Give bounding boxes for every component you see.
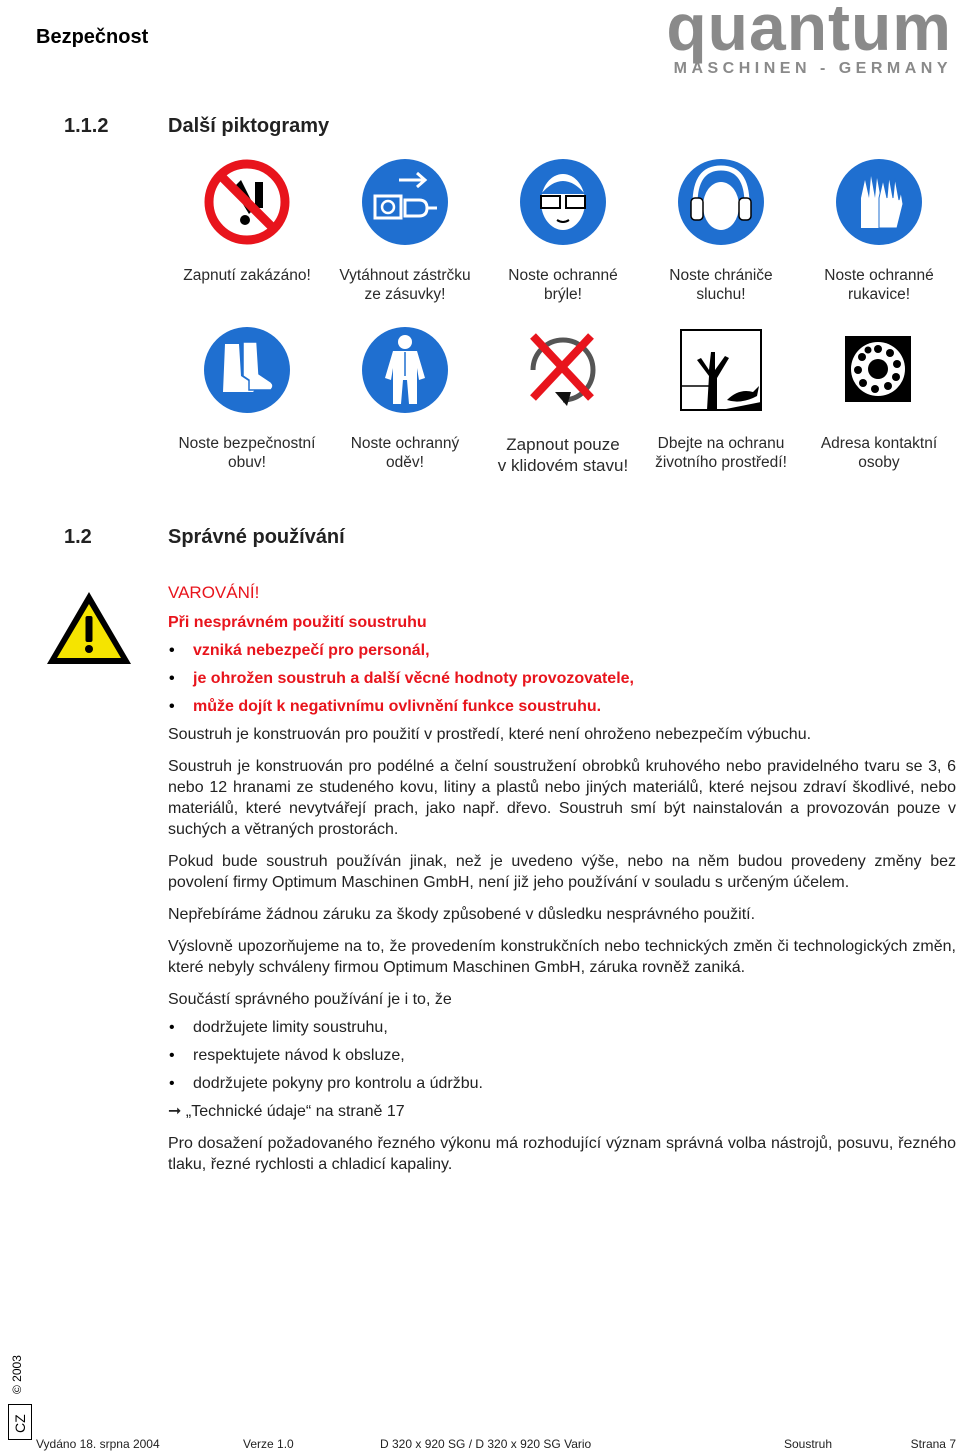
warning-triangle-icon [44, 588, 134, 673]
ear-protection-icon [677, 158, 765, 246]
section-heading [64, 526, 345, 549]
copyright-mark [8, 1350, 30, 1396]
list-item: • dodržujete limity soustruhu, [168, 1017, 956, 1038]
pictogram-caption: Noste ochranné [508, 267, 618, 284]
pictogram-caption: Noste ochranný [350, 435, 460, 452]
pictogram-caption: Zapnout pouze [506, 435, 620, 454]
pictogram-caption: osoby [858, 454, 900, 471]
pictogram-caption: rukavice! [847, 286, 911, 303]
brand-name: quantum [666, 0, 952, 64]
pictogram [800, 326, 958, 476]
list-item: • může dojít k negativnímu ovlivnění funkce soustruhu. [168, 696, 956, 717]
pictogram-caption: Dbejte na ochranu [657, 435, 785, 452]
list-item: • dodržujete pokyny pro kontrolu a údržbu. [168, 1073, 956, 1094]
paragraph: Pro dosažení požadovaného řezného výkonu má rozhodující význam správná volba nástrojů, posuvu, řezného tlaku, řezné rychlosti a chladicí kapaliny. [168, 1135, 956, 1173]
cross-reference-text: „Technické údaje“ na straně 17 [185, 1103, 405, 1120]
language-badge [8, 1404, 32, 1440]
proper-use-list [168, 1017, 956, 1094]
cross-reference-link[interactable] [168, 1101, 956, 1122]
pictogram-caption: Vytáhnout zástrčku [339, 267, 471, 284]
list-item: • je ohrožen soustruh a další věcné hodnoty provozovatele, [168, 668, 956, 689]
footer-model: D 320 x 920 SG / D 320 x 920 SG Vario [380, 1437, 592, 1451]
pictogram [484, 158, 642, 304]
header-section-title: Bezpečnost [36, 26, 149, 48]
switch-at-standstill-icon [519, 326, 607, 414]
protective-clothing-icon [361, 326, 449, 414]
list-item: • vzniká nebezpečí pro personál, [168, 640, 956, 661]
pictogram [800, 158, 958, 304]
pictogram-caption: životního prostředí! [655, 454, 787, 471]
paragraph: Součástí správného používání je i to, že [168, 991, 452, 1008]
pictogram-caption: Zapnutí zakázáno! [183, 267, 311, 284]
footer-version: Verze 1.0 [243, 1437, 294, 1451]
pictogram [168, 158, 326, 304]
gloves-icon [835, 158, 923, 246]
paragraph: Soustruh je konstruován pro podélné a čelní soustružení obrobků kruhového nebo pravidelného tvaru se 3, 6 nebo 12 hranami ze studeného kovu, litiny a plastů nebo jiných materiálů, které nejsou zdraví škodlivé, nebo materiálů, které nevytvářejí prach, jako např. dřevo. Soustruh smí být nainstalován a provozován pouze v suchých a větraných prostorách. [168, 758, 956, 838]
pictogram-caption: obuv! [228, 454, 266, 471]
language-code: CZ [12, 1414, 28, 1433]
arrow-icon: ➞ [168, 1103, 186, 1120]
pictogram [326, 326, 484, 476]
telephone-icon [835, 326, 923, 414]
paragraph: Soustruh je konstruován pro použití v prostředí, které není ohroženo nebezpečím výbuchu. [168, 726, 812, 743]
safety-goggles-icon [519, 158, 607, 246]
pictogram-caption: sluchu! [696, 286, 746, 303]
unplug-icon [361, 158, 449, 246]
paragraph: Nepřebíráme žádnou záruku za škody způsobené v důsledku nesprávného použití. [168, 906, 756, 923]
pictogram-row-1 [168, 158, 960, 304]
warning-title: VAROVÁNÍ! [168, 583, 260, 602]
pictogram-caption: Noste chrániče [669, 267, 773, 284]
pictogram-caption: Noste ochranné [824, 267, 934, 284]
paragraph: Výslovně upozorňujeme na to, že provedením konstrukčních nebo technických změn či technologických změn, které nebyly schváleny firmou Optimum Maschinen GmbH, záruka rovněž zaniká. [168, 938, 956, 976]
footer-product: Soustruh [784, 1437, 833, 1451]
environment-icon [677, 326, 765, 414]
section-title: Správné používání [168, 526, 345, 548]
pictogram-caption: v klidovém stavu! [497, 456, 629, 475]
section-heading [64, 115, 329, 138]
paragraph: Pokud bude soustruh používán jinak, než je uvedeno výše, nebo na něm budou provedeny změny bez povolení firmy Optimum Maschinen GmbH, není již jeho používání v souladu s určeným účelem. [168, 853, 956, 891]
pictogram [168, 326, 326, 476]
warning-list [168, 640, 956, 717]
list-item: • respektujete návod k obsluze, [168, 1045, 956, 1066]
footer-issued: Vydáno 18. srpna 2004 [36, 1437, 160, 1451]
pictogram [642, 326, 800, 476]
pictogram-caption: oděv! [386, 454, 424, 471]
section-title: Další piktogramy [168, 115, 330, 137]
safety-boots-icon [203, 326, 291, 414]
main-content [168, 582, 956, 1186]
pictogram [326, 158, 484, 304]
pictogram-caption: Noste bezpečnostní [178, 435, 316, 452]
pictogram-caption: Adresa kontaktní [820, 435, 938, 452]
pictogram-caption: brýle! [544, 286, 582, 303]
pictogram [642, 158, 800, 304]
warning-intro: Při nesprávném použití soustruhu [168, 614, 427, 631]
footer-page: Strana 7 [910, 1437, 956, 1451]
prohibit-switch-on-icon [203, 158, 291, 246]
pictogram [484, 326, 642, 476]
brand-tagline: MASCHINEN - GERMANY [673, 60, 952, 77]
section-number: 1.2 [64, 526, 92, 548]
pictogram-caption: ze zásuvky! [364, 286, 446, 303]
copyright-text: © 2003 [10, 1355, 24, 1394]
brand-logo [666, 0, 952, 78]
pictogram-row-2 [168, 326, 960, 476]
section-number: 1.1.2 [64, 115, 109, 137]
